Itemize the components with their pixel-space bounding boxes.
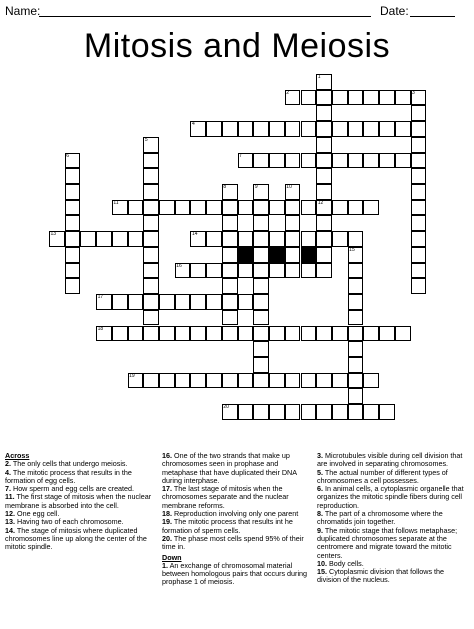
grid-cell[interactable] <box>65 200 81 216</box>
grid-cell[interactable] <box>128 294 144 310</box>
grid-cell[interactable] <box>175 373 191 389</box>
clue-item <box>317 452 467 469</box>
clue-number-label: 6 <box>66 152 69 159</box>
grid-cell[interactable] <box>143 153 159 169</box>
grid-cell[interactable] <box>206 373 222 389</box>
grid-cell[interactable] <box>316 168 332 184</box>
grid-cell[interactable] <box>269 326 285 342</box>
grid-cell[interactable] <box>253 121 269 137</box>
grid-cell[interactable] <box>348 263 364 279</box>
grid-cell[interactable] <box>316 153 332 169</box>
grid-cell[interactable] <box>253 357 269 373</box>
clue-item <box>317 469 467 486</box>
grid-cell[interactable] <box>411 153 427 169</box>
grid-cell[interactable] <box>348 388 364 404</box>
grid-cell[interactable] <box>206 326 222 342</box>
grid-cell[interactable] <box>379 90 395 106</box>
grid-cell[interactable] <box>143 168 159 184</box>
clue-number-label: 12 <box>317 199 324 206</box>
grid-cell[interactable] <box>348 373 364 389</box>
grid-cell[interactable] <box>65 278 81 294</box>
grid-cell[interactable] <box>285 215 301 231</box>
grid-cell[interactable] <box>316 137 332 153</box>
clue-number-label: 2 <box>286 89 290 96</box>
grid-cell[interactable] <box>363 121 379 137</box>
grid-cell[interactable] <box>253 341 269 357</box>
grid-cell[interactable] <box>143 215 159 231</box>
grid-cell[interactable] <box>301 153 317 169</box>
clue-number: 10. <box>317 558 327 568</box>
date-label: Date: <box>380 4 409 18</box>
clue-text: The part of a chromosome where the chromatids join together. <box>317 509 443 527</box>
clue-number: 4. <box>5 467 11 477</box>
grid-cell[interactable] <box>379 326 395 342</box>
clue-number: 7. <box>5 484 11 494</box>
grid-cell[interactable] <box>222 373 238 389</box>
grid-cell[interactable] <box>253 404 269 420</box>
clue-text: Microtubules visible during cell division that are involved in separating chromosomes. <box>317 451 463 469</box>
grid-cell[interactable] <box>206 294 222 310</box>
grid-cell[interactable] <box>285 121 301 137</box>
grid-cell[interactable] <box>112 294 128 310</box>
grid-cell[interactable] <box>238 121 254 137</box>
grid-cell[interactable] <box>159 373 175 389</box>
grid-cell[interactable] <box>190 294 206 310</box>
grid-cell[interactable] <box>143 294 159 310</box>
grid-cell[interactable] <box>411 247 427 263</box>
grid-cell[interactable] <box>238 294 254 310</box>
grid-cell[interactable] <box>348 357 364 373</box>
grid-cell[interactable] <box>332 373 348 389</box>
clue-text: The actual number of different types of chromosomes a cell possesses. <box>317 467 448 485</box>
grid-cell[interactable] <box>143 278 159 294</box>
clue-number-label: 7 <box>239 152 242 159</box>
clue-item <box>162 452 312 485</box>
clue-number: 18. <box>162 509 172 519</box>
grid-cell[interactable] <box>269 263 285 279</box>
grid-cell[interactable] <box>253 247 269 263</box>
grid-cell[interactable] <box>411 168 427 184</box>
clue-number: 3. <box>317 451 323 460</box>
clue-number: 8. <box>317 509 323 519</box>
clue-column-2 <box>162 452 312 587</box>
clue-number-label: 20 <box>223 404 229 411</box>
grid-cell[interactable] <box>143 263 159 279</box>
clue-number: 16. <box>162 451 172 460</box>
grid-cell[interactable] <box>222 294 238 310</box>
down-heading: Down <box>162 552 182 562</box>
clue-text: An exchange of chromosomal material between homologous pairs that occurs during prophase 1 of meiosis. <box>162 560 308 587</box>
grid-cell[interactable] <box>269 231 285 247</box>
grid-cell[interactable] <box>222 200 238 216</box>
clue-column-1 <box>5 452 155 552</box>
grid-cell[interactable] <box>269 404 285 420</box>
grid-cell[interactable] <box>285 231 301 247</box>
grid-cell[interactable] <box>175 326 191 342</box>
clue-number: 5. <box>317 467 323 477</box>
clue-number-label: 5 <box>144 136 148 143</box>
grid-cell[interactable] <box>206 121 222 137</box>
grid-cell[interactable] <box>395 90 411 106</box>
clue-number-label: 9 <box>254 184 258 191</box>
clue-number: 2. <box>5 459 11 469</box>
clue-number-label: 3 <box>412 89 415 96</box>
clue-number-label: 16 <box>176 262 182 269</box>
clue-text: The only cells that undergo meiosis. <box>11 459 128 469</box>
grid-cell[interactable] <box>222 215 238 231</box>
grid-cell[interactable] <box>316 90 332 106</box>
grid-cell[interactable] <box>395 326 411 342</box>
grid-cell[interactable] <box>285 153 301 169</box>
grid-cell[interactable] <box>112 326 128 342</box>
grid-cell[interactable] <box>253 326 269 342</box>
grid-cell[interactable] <box>253 153 269 169</box>
grid-cell[interactable] <box>128 200 144 216</box>
grid-cell[interactable] <box>316 231 332 247</box>
clue-number-label: 18 <box>97 325 104 332</box>
grid-cell[interactable] <box>65 231 81 247</box>
clue-number: 19. <box>162 517 172 527</box>
clue-text: The phase most cells spend 95% of their time in. <box>162 533 304 552</box>
grid-cell[interactable] <box>332 153 348 169</box>
grid-cell[interactable] <box>159 326 175 342</box>
clue-item <box>5 493 155 510</box>
clue-number: 15. <box>317 567 327 577</box>
clue-number: 20. <box>162 533 172 543</box>
grid-cell[interactable] <box>269 200 285 216</box>
grid-cell[interactable] <box>301 263 317 279</box>
clue-item <box>317 527 467 560</box>
grid-cell[interactable] <box>175 294 191 310</box>
grid-cell[interactable] <box>285 263 301 279</box>
grid-cell[interactable] <box>411 263 427 279</box>
grid-cell[interactable] <box>348 341 364 357</box>
grid-cell[interactable] <box>253 200 269 216</box>
clue-text: In animal cells, a cytoplasmic organelle that organizes the mitotic spindle fibers during cell reproduction. <box>317 484 464 510</box>
clue-item <box>162 485 312 510</box>
grid-cell[interactable] <box>206 231 222 247</box>
clue-number-label: 4 <box>191 121 195 128</box>
grid-cell[interactable] <box>222 278 238 294</box>
clue-item <box>317 510 467 527</box>
grid-cell[interactable] <box>143 326 159 342</box>
grid-cell[interactable] <box>143 231 159 247</box>
grid-cell[interactable] <box>253 294 269 310</box>
grid-cell[interactable] <box>395 121 411 137</box>
clue-text: The first stage of mitosis when the nuclear membrane is absorbed into the cell. <box>5 492 152 510</box>
clue-number-label: 13 <box>50 231 57 238</box>
grid-cell[interactable] <box>301 200 317 216</box>
grid-cell[interactable] <box>301 373 317 389</box>
grid-cell[interactable] <box>143 247 159 263</box>
grid-cell[interactable] <box>348 121 364 137</box>
grid-cell[interactable] <box>190 200 206 216</box>
clue-item <box>5 469 155 486</box>
grid-cell[interactable] <box>363 90 379 106</box>
grid-cell[interactable] <box>206 200 222 216</box>
grid-cell[interactable] <box>411 137 427 153</box>
clue-number-label: 14 <box>191 231 198 238</box>
grid-cell[interactable] <box>143 200 159 216</box>
clue-number-label: 15 <box>349 246 355 253</box>
black-square <box>301 247 317 263</box>
grid-cell[interactable] <box>65 184 81 200</box>
grid-cell[interactable] <box>411 215 427 231</box>
grid-cell[interactable] <box>222 121 238 137</box>
grid-cell[interactable] <box>348 231 364 247</box>
clue-item <box>162 518 312 535</box>
grid-cell[interactable] <box>411 105 427 121</box>
grid-cell[interactable] <box>222 326 238 342</box>
grid-cell[interactable] <box>269 373 285 389</box>
grid-cell[interactable] <box>159 294 175 310</box>
grid-cell[interactable] <box>411 184 427 200</box>
clue-text: Body cells. <box>327 558 364 568</box>
clue-item <box>317 485 467 510</box>
grid-cell[interactable] <box>348 310 364 326</box>
grid-cell[interactable] <box>206 263 222 279</box>
grid-cell[interactable] <box>301 231 317 247</box>
clue-number-label: 8 <box>223 184 227 191</box>
clue-text: The stage of mitosis where duplicated chromosomes line up along the center of the mitotic spindle. <box>5 525 147 552</box>
clue-text: How sperm and egg cells are created. <box>11 484 135 494</box>
clue-text: One egg cell. <box>15 509 60 519</box>
clue-number: 11. <box>5 492 15 502</box>
grid-cell[interactable] <box>222 310 238 326</box>
clue-text: The mitotic process that results in the formation of egg cells. <box>5 467 132 485</box>
grid-cell[interactable] <box>238 263 254 279</box>
grid-cell[interactable] <box>348 404 364 420</box>
grid-cell[interactable] <box>348 200 364 216</box>
grid-cell[interactable] <box>80 231 96 247</box>
grid-cell[interactable] <box>348 294 364 310</box>
across-heading: Across <box>5 451 30 460</box>
clue-text: The mitotic stage that follows metaphase; duplicated chromosomes separate at the centromere and migrate toward the mitotic centers. <box>317 525 458 560</box>
grid-cell[interactable] <box>411 231 427 247</box>
grid-cell[interactable] <box>65 215 81 231</box>
clue-number-label: 1 <box>317 74 321 80</box>
black-square <box>269 247 285 263</box>
grid-cell[interactable] <box>143 184 159 200</box>
grid-cell[interactable] <box>253 215 269 231</box>
grid-cell[interactable] <box>238 200 254 216</box>
grid-cell[interactable] <box>411 200 427 216</box>
grid-cell[interactable] <box>332 326 348 342</box>
name-label: Name: <box>5 4 41 18</box>
grid-cell[interactable] <box>301 121 317 137</box>
grid-cell[interactable] <box>65 247 81 263</box>
grid-cell[interactable] <box>332 200 348 216</box>
clue-number-label: 19 <box>129 372 135 379</box>
grid-cell[interactable] <box>379 121 395 137</box>
grid-cell[interactable] <box>316 373 332 389</box>
grid-cell[interactable] <box>253 278 269 294</box>
grid-cell[interactable] <box>222 247 238 263</box>
grid-cell[interactable] <box>316 184 332 200</box>
grid-cell[interactable] <box>379 404 395 420</box>
grid-cell[interactable] <box>253 373 269 389</box>
clue-number: 13. <box>5 517 15 527</box>
grid-cell[interactable] <box>238 404 254 420</box>
clue-text: One of the two strands that make up chromosomes seen in prophase and metaphase that have duplicated their DNA during interphase. <box>162 451 297 485</box>
clue-item <box>317 568 467 585</box>
grid-cell[interactable] <box>348 326 364 342</box>
grid-cell[interactable] <box>159 200 175 216</box>
grid-cell[interactable] <box>363 200 379 216</box>
page-title: Mitosis and Meiosis <box>83 27 391 65</box>
clue-item <box>5 527 155 552</box>
grid-cell[interactable] <box>190 326 206 342</box>
clue-text: Reproduction involving only one parent <box>172 509 299 519</box>
grid-cell[interactable] <box>411 121 427 137</box>
grid-cell[interactable] <box>301 90 317 106</box>
grid-cell[interactable] <box>316 215 332 231</box>
grid-cell[interactable] <box>395 153 411 169</box>
grid-cell[interactable] <box>316 247 332 263</box>
grid-cell[interactable] <box>143 310 159 326</box>
clue-text: Cytoplasmic division that follows the division of the nucleus. <box>317 567 445 585</box>
clue-number: 12. <box>5 509 15 519</box>
grid-cell[interactable] <box>65 168 81 184</box>
grid-cell[interactable] <box>363 153 379 169</box>
grid-cell[interactable] <box>285 200 301 216</box>
clue-number-label: 10 <box>286 184 292 191</box>
grid-cell[interactable] <box>348 153 364 169</box>
grid-cell[interactable] <box>316 404 332 420</box>
grid-cell[interactable] <box>285 247 301 263</box>
grid-cell[interactable] <box>222 263 238 279</box>
grid-cell[interactable] <box>253 310 269 326</box>
clue-text: Having two of each chromosome. <box>15 517 124 527</box>
grid-cell[interactable] <box>238 231 254 247</box>
clue-number: 9. <box>317 525 323 535</box>
grid-cell[interactable] <box>363 404 379 420</box>
grid-cell[interactable] <box>253 263 269 279</box>
grid-cell[interactable] <box>269 121 285 137</box>
grid-cell[interactable] <box>301 326 317 342</box>
grid-cell[interactable] <box>222 231 238 247</box>
grid-cell[interactable] <box>285 373 301 389</box>
grid-cell[interactable] <box>332 231 348 247</box>
grid-cell[interactable] <box>316 263 332 279</box>
grid-cell[interactable] <box>332 121 348 137</box>
clue-number: 6. <box>317 484 323 494</box>
grid-cell[interactable] <box>175 200 191 216</box>
grid-cell[interactable] <box>379 153 395 169</box>
grid-cell[interactable] <box>316 105 332 121</box>
grid-cell[interactable] <box>332 90 348 106</box>
black-square <box>238 247 254 263</box>
grid-cell[interactable] <box>269 153 285 169</box>
grid-cell[interactable] <box>348 90 364 106</box>
grid-cell[interactable] <box>253 231 269 247</box>
clue-number: 17. <box>162 484 172 494</box>
clue-text: The last stage of mitosis when the chromosomes separate and the nuclear membrane reforms. <box>162 484 289 510</box>
grid-cell[interactable] <box>190 373 206 389</box>
grid-cell[interactable] <box>128 231 144 247</box>
grid-cell[interactable] <box>65 263 81 279</box>
clue-text: The mitotic process that results int he formation of sperm cells. <box>162 517 293 535</box>
grid-cell[interactable] <box>363 326 379 342</box>
grid-cell[interactable] <box>190 263 206 279</box>
clue-number: 1. <box>162 560 168 570</box>
grid-cell[interactable] <box>96 231 112 247</box>
grid-cell[interactable] <box>285 404 301 420</box>
clue-item <box>162 535 312 552</box>
grid-cell[interactable] <box>238 373 254 389</box>
clue-number: 14. <box>5 525 15 535</box>
grid-cell[interactable] <box>112 231 128 247</box>
clue-number-label: 17 <box>97 294 104 301</box>
clue-column-3 <box>317 452 467 585</box>
clue-number-label: 11 <box>113 199 119 206</box>
grid-cell[interactable] <box>301 404 317 420</box>
grid-cell[interactable] <box>348 278 364 294</box>
grid-cell[interactable] <box>128 326 144 342</box>
grid-cell[interactable] <box>143 373 159 389</box>
grid-cell[interactable] <box>332 404 348 420</box>
clue-item <box>162 562 312 587</box>
grid-cell[interactable] <box>285 326 301 342</box>
grid-cell[interactable] <box>411 278 427 294</box>
grid-cell[interactable] <box>238 326 254 342</box>
grid-cell[interactable] <box>363 373 379 389</box>
grid-cell[interactable] <box>316 121 332 137</box>
grid-cell[interactable] <box>316 326 332 342</box>
